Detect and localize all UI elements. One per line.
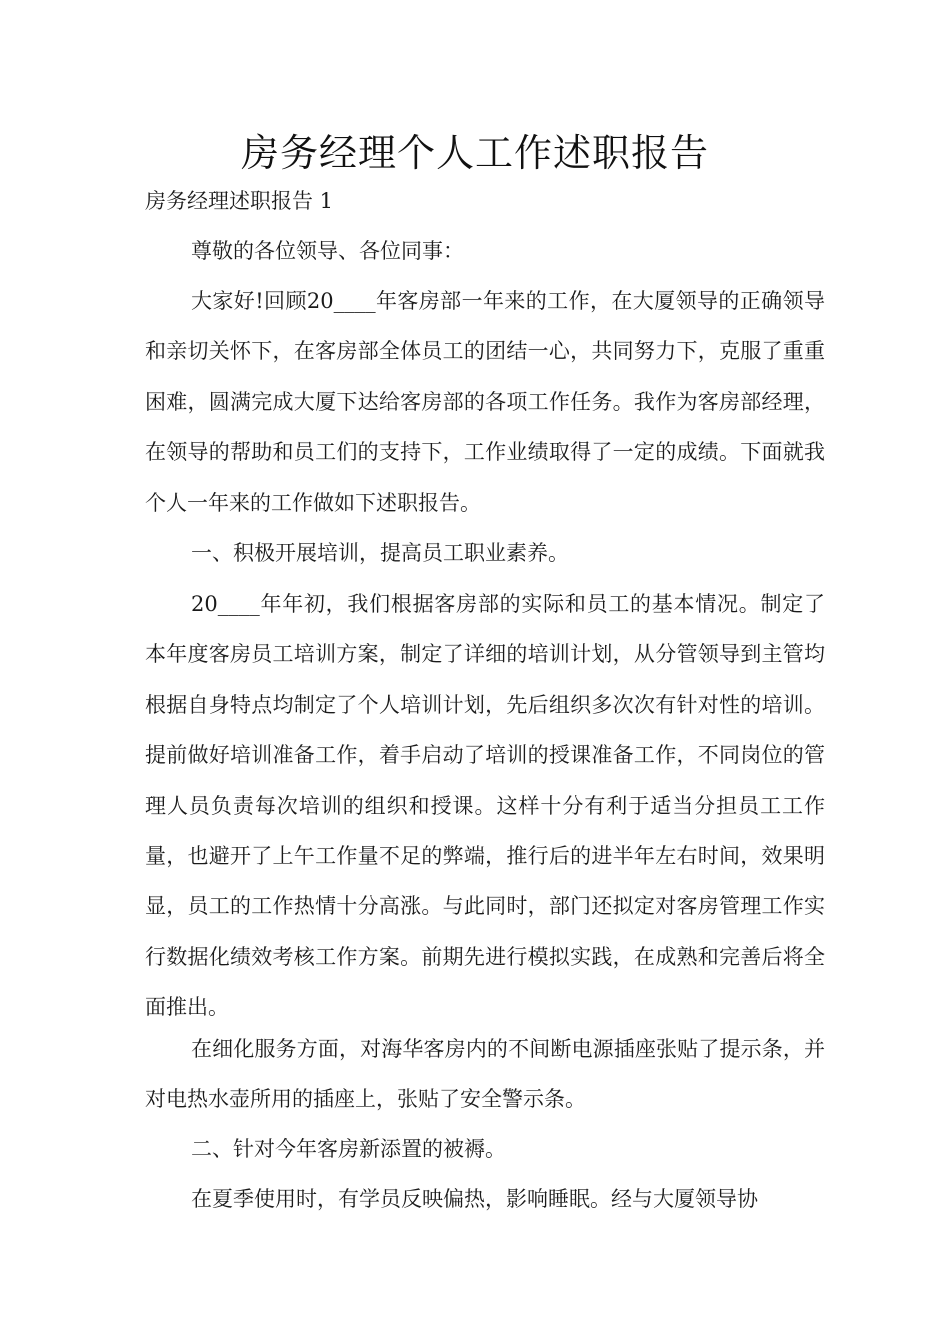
- section-heading-training: 一、积极开展培训，提高员工职业素养。: [191, 541, 569, 565]
- intro-paragraph: 大家好!回顾20____年客房部一年来的工作，在大厦领导的正确领导和亲切关怀下，在客房部全体员工的团结一心，共同努力下，克服了重重困难，圆满完成大厦下达给客房部的各项工作任务。我作为客房部经理，在领导的帮助和员工们的支持下，工作业绩取得了一定的成绩。下面就我个人一年来的工作做如下述职报告。: [145, 289, 825, 515]
- document-title: 房务经理个人工作述职报告: [240, 131, 709, 175]
- training-paragraph: 20____年年初，我们根据客房部的实际和员工的基本情况。制定了本年度客房员工培训方案，制定了详细的培训计划，从分管领导到主管均根据自身特点均制定了个人培训计划，先后组织多次次有针对性的培训。提前做好培训准备工作，着手启动了培训的授课准备工作，不同岗位的管理人员负责每次培训的组织和授课。这样十分有利于适当分担员工工作量，也避开了上午工作量不足的弊端，推行后的进半年左右时间，效果明显，员工的工作热情十分高涨。与此同时，部门还拟定对客房管理工作实行数据化绩效考核工作方案。前期先进行模拟实践，在成熟和完善后将全面推出。: [145, 592, 825, 1020]
- summer-paragraph: 在夏季使用时，有学员反映偏热，影响睡眠。经与大厦领导协: [191, 1187, 758, 1211]
- service-detail-paragraph: 在细化服务方面，对海华客房内的不间断电源插座张贴了提示条，并对电热水壶所用的插座上，张贴了安全警示条。: [145, 1037, 825, 1112]
- document-subtitle: 房务经理述职报告 1: [145, 189, 334, 213]
- greeting-paragraph: 尊敬的各位领导、各位同事：: [191, 239, 464, 263]
- section-heading-bedding: 二、针对今年客房新添置的被褥。: [191, 1137, 506, 1161]
